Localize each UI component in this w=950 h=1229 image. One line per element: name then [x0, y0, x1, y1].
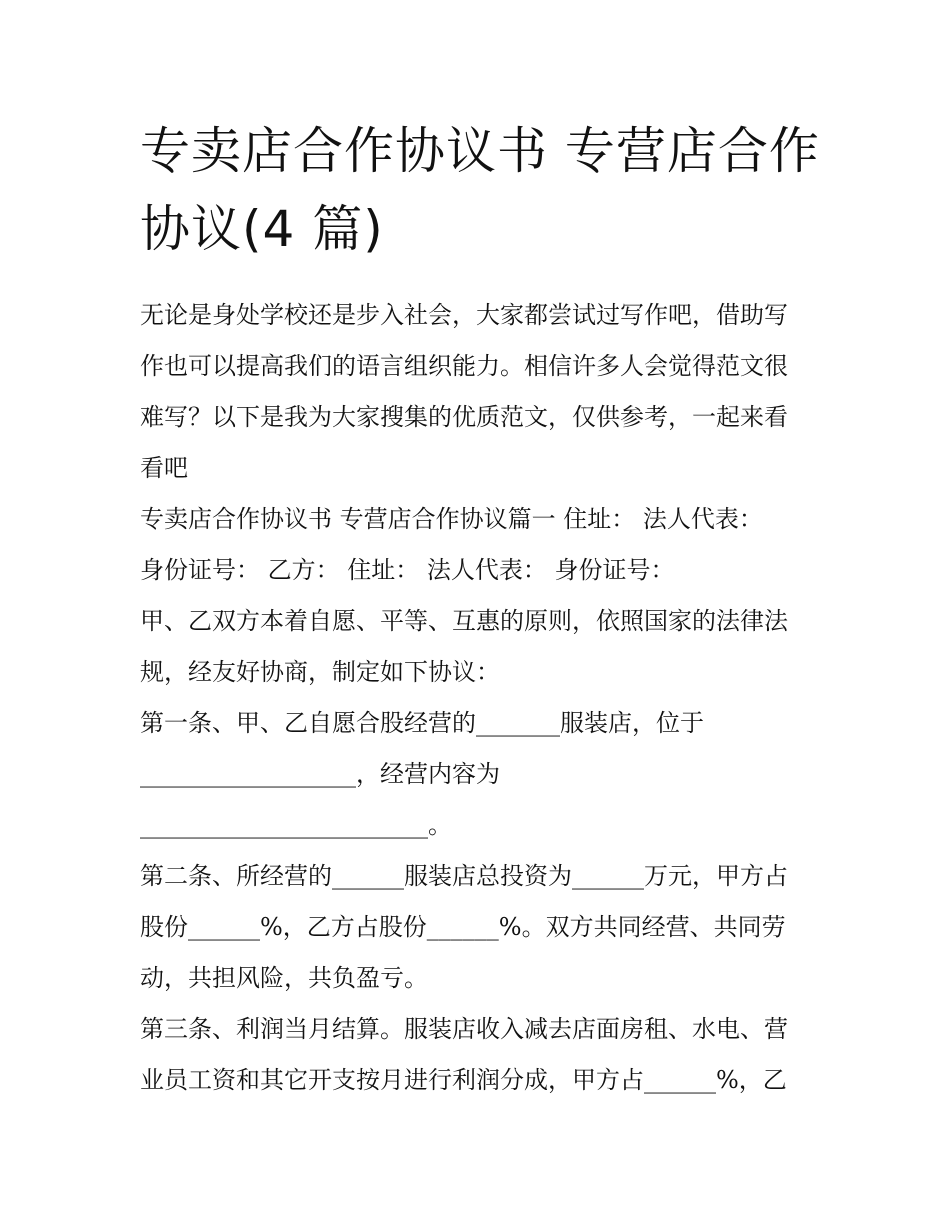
article-3-line: 业员工资和其它开支按月进行利润分成，甲方占______%，乙	[140, 1066, 787, 1094]
article-1-line: 第一条、甲、乙自愿合股经营的_______服装店，位于	[140, 709, 704, 737]
intro-line: 看吧	[140, 454, 188, 482]
document-title	[140, 112, 820, 268]
article-2-line: 第二条、所经营的______服装店总投资为______万元，甲方占	[140, 862, 788, 890]
article-2-line: 动，共担风险，共负盈亏。	[140, 964, 428, 992]
article-1-line: __________________，经营内容为	[140, 760, 500, 788]
preamble-line: 甲、乙双方本着自愿、平等、互惠的原则，依照国家的法律法	[140, 607, 788, 635]
preamble-line: 规，经友好协商，制定如下协议：	[140, 658, 500, 686]
article-2-line: 股份______%，乙方占股份______%。双方共同经营、共同劳	[140, 913, 786, 941]
document-page	[140, 112, 820, 1106]
party-line: 身份证号： 乙方： 住址： 法人代表： 身份证号：	[140, 556, 675, 584]
article-3-line: 第三条、利润当月结算。服装店收入减去店面房租、水电、营	[140, 1015, 788, 1043]
title-line: 专卖店合作协议书 专营店合作	[140, 122, 820, 180]
title-line: 协议(4 篇)	[140, 200, 384, 258]
party-line: 专卖店合作协议书 专营店合作协议篇一 住址： 法人代表：	[140, 505, 763, 533]
intro-line: 作也可以提高我们的语言组织能力。相信许多人会觉得范文很	[140, 352, 788, 380]
intro-line: 无论是身处学校还是步入社会，大家都尝试过写作吧，借助写	[140, 301, 788, 329]
intro-line: 难写？以下是我为大家搜集的优质范文，仅供参考，一起来看	[140, 403, 788, 431]
article-1-line: ________________________。	[140, 811, 452, 839]
document-body	[140, 290, 812, 1106]
